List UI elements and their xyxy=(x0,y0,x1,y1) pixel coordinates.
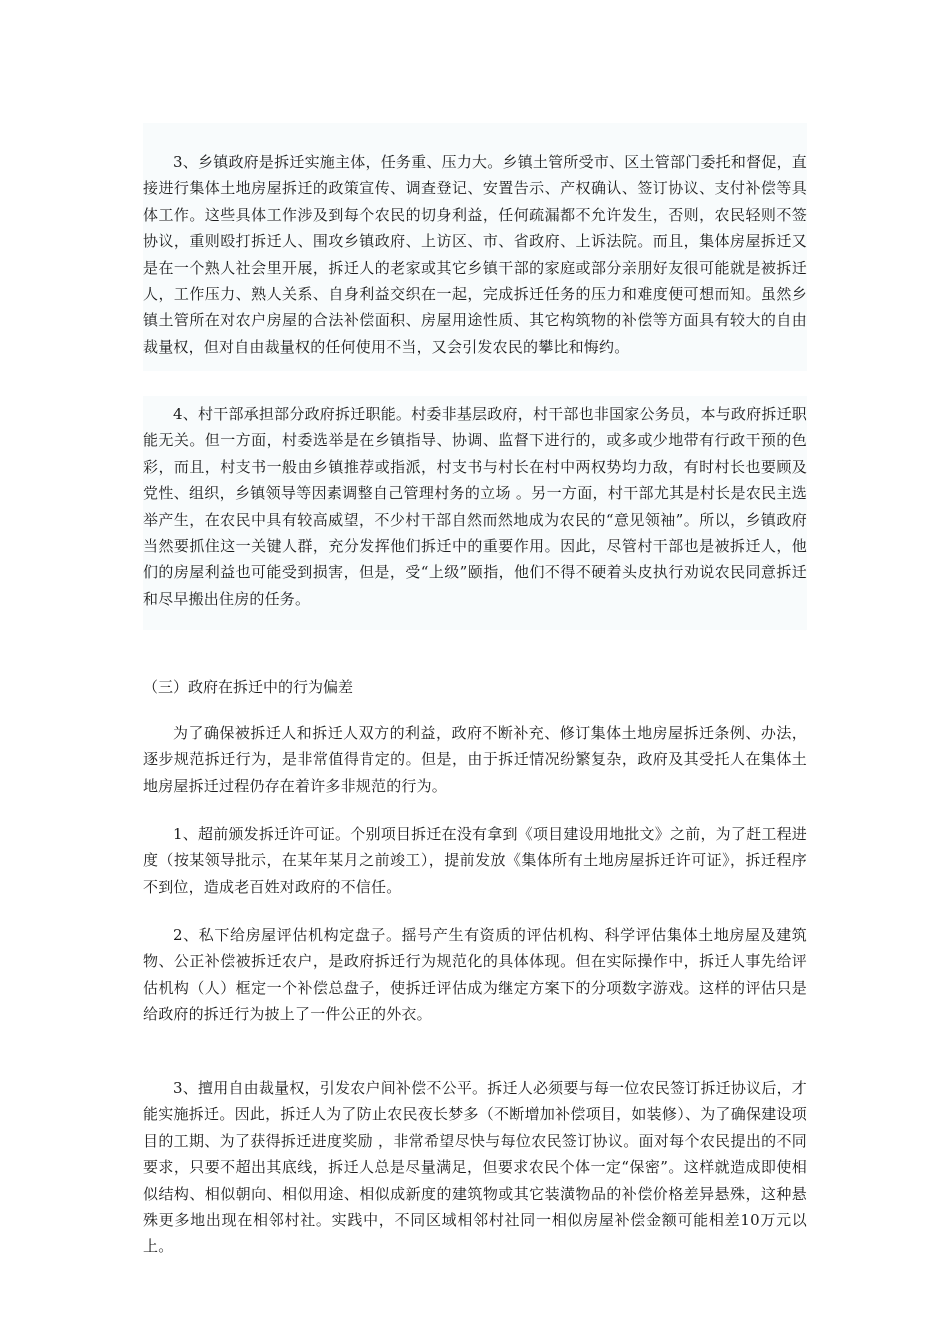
paragraph-intro: 为了确保被拆迁人和拆迁人双方的利益，政府不断补充、修订集体土地房屋拆迁条例、办法，逐步规范拆迁行为，是非常值得肯定的。但是，由于拆迁情况纷繁复杂，政府及其受托人在集体土地房屋拆迁过程仍存在着许多非规范的行为。 xyxy=(143,724,807,795)
paragraph-item-4-village-cadres: 4、村干部承担部分政府拆迁职能。村委非基层政府，村干部也非国家公务员，本与政府拆迁职能无关。但一方面，村委选举是在乡镇指导、协调、监督下进行的，或多或少地带有行政干预的色彩，而且，村支书一般由乡镇推荐或指派，村支书与村长在村中两权势均力敌，有时村长也要顾及党性、组织，乡镇领导等因素调整自己管理村务的立场 。另一方面，村干部尤其是村长是农民主选举产生，在农民中具有较高威望，不少村干部自然而然地成为农民的“意见领袖”。所以，乡镇政府当然要抓住这一关键人群，充分发挥他们拆迁中的重要作用。因此，尽管村干部也是被拆迁人，他们的房屋利益也可能受到损害，但是，受“上级”颐指，他们不得不硬着头皮执行劝说农民同意拆迁和尽早搬出住房的任务。 xyxy=(143,405,807,608)
paragraph-item-3-township-government: 3、乡镇政府是拆迁实施主体，任务重、压力大。乡镇土管所受市、区土管部门委托和督促，直接进行集体土地房屋拆迁的政策宣传、调查登记、安置告示、产权确认、签订协议、支付补偿等具体工作。这些具体工作涉及到每个农民的切身利益，任何疏漏都不允许发生，否则，农民轻则不签协议，重则殴打拆迁人、围攻乡镇政府、上访区、市、省政府、上诉法院。而且，集体房屋拆迁又是在一个熟人社会里开展，拆迁人的老家或其它乡镇干部的家庭或部分亲朋好友很可能就是被拆迁人，工作压力、熟人关系、自身利益交织在一起，完成拆迁任务的压力和难度便可想而知。虽然乡镇土管所在对农户房屋的合法补偿面积、房屋用途性质、其它构筑物的补偿等方面具有较大的自由裁量权，但对自由裁量权的任何使用不当，又会引发农民的攀比和悔约。 xyxy=(143,153,807,356)
section-heading: （三）政府在拆迁中的行为偏差 xyxy=(143,678,354,696)
paragraph-item-3-discretion: 3、擅用自由裁量权，引发农户间补偿不公平。拆迁人必须要与每一位农民签订拆迁协议后，才能实施拆迁。因此，拆迁人为了防止农民夜长梦多（不断增加补偿项目，如装修）、为了确保建设项目的工期、为了获得拆迁进度奖励 ，非常希望尽快与每位农民签订协议。面对每个农民提出的不同要求，只要不超出其底线，拆迁人总是尽量满足，但要求农民个体一定“保密”。这样就造成即使相似结构、相似朝向、相似用途、相似成新度的建筑物或其它装潢物品的补偿价格差异悬殊，这种悬殊更多地出现在相邻村社。实践中，不同区域相邻村社同一相似房屋补偿金额可能相差10万元以上。 xyxy=(143,1079,807,1256)
paragraph-item-1-permit: 1、超前颁发拆迁许可证。个别项目拆迁在没有拿到《项目建设用地批文》之前，为了赶工程进度（按某领导批示，在某年某月之前竣工），提前发放《集体所有土地房屋拆迁许可证》，拆迁程序不到位，造成老百姓对政府的不信任。 xyxy=(143,825,807,896)
paragraph-item-2-appraisal: 2、私下给房屋评估机构定盘子。摇号产生有资质的评估机构、科学评估集体土地房屋及建筑物、公正补偿被拆迁农户，是政府拆迁行为规范化的具体体现。但在实际操作中，拆迁人事先给评估机构（人）框定一个补偿总盘子，使拆迁评估成为继定方案下的分项数字游戏。这样的评估只是给政府的拆迁行为披上了一件公正的外衣。 xyxy=(143,926,807,1024)
